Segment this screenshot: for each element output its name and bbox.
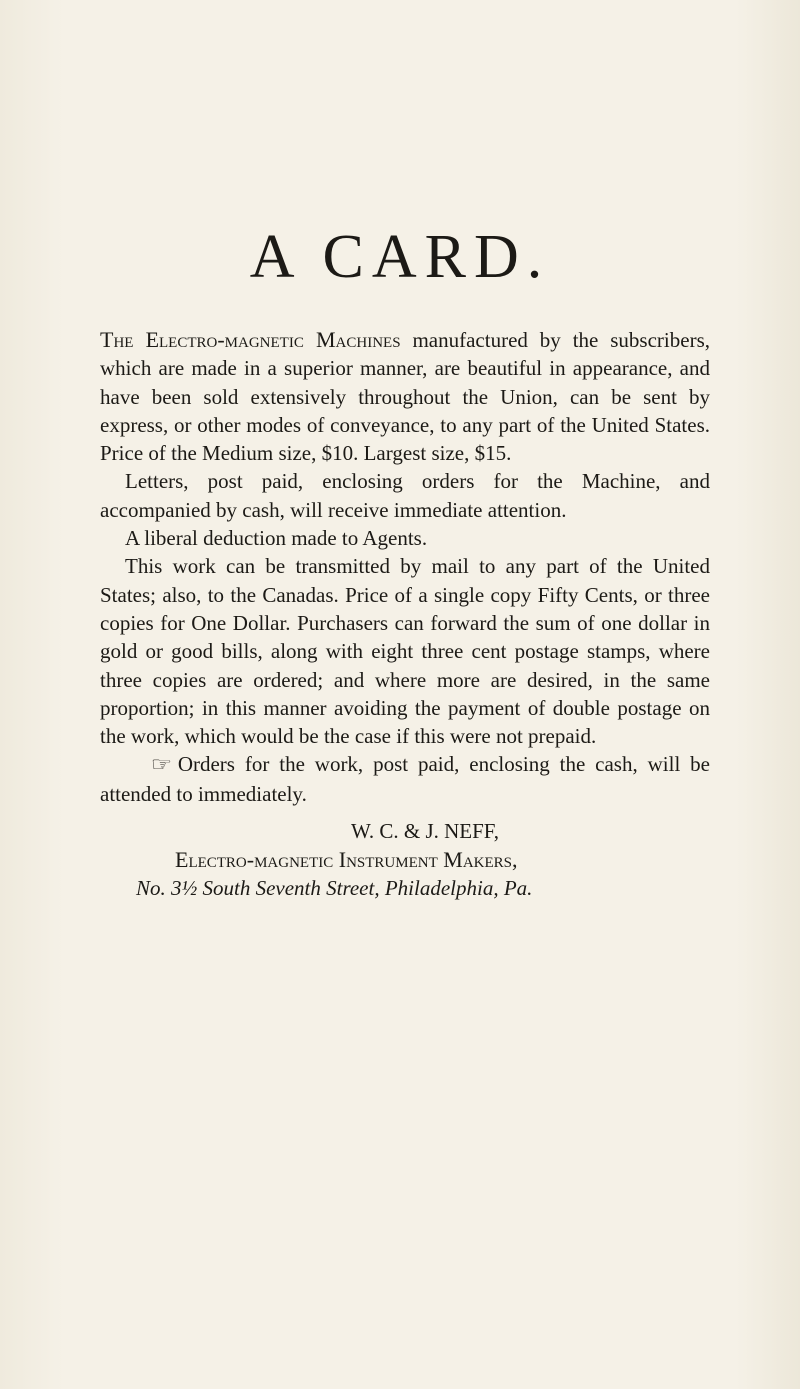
page-title: A CARD. [249,223,551,291]
signature-address: No. 3½ South Seventh Street, Philadelphia, Pa. [136,876,533,900]
paragraph-letters: Letters, post paid, enclosing orders for the Machine, and accompanied by cash, will receive immediate attention. [100,469,710,522]
paragraph-mail: This work can be transmitted by mail to any part of the United States; also, to the Canadas. Price of a single copy Fifty Cents, or three copies for One Dollar. Purchasers can forward the sum of one dollar in gold or good bills, along with eight three cent postage stamps, where three copies are ordered; and where more are desired, in the same proportion; in this manner avoiding the payment of double postage on the work, which would be the case if this were not prepaid. [100,554,710,749]
paragraph-machines [100,326,710,467]
signature-title: Electro-magnetic Instrument Makers, [175,846,518,872]
paragraph-orders [100,750,710,808]
machines-lead: The Electro-magnetic Machines [100,327,401,352]
signature-name: W. C. & J. NEFF, [350,819,500,843]
signature-block [100,817,710,903]
orders-text: Orders for the work, post paid, enclosing the cash, will be attended to immediately. [100,752,710,806]
pointing-hand-icon: ☞ [150,754,173,777]
card-body [100,326,710,808]
machines-text: manufactured by the subscribers, which are made in a superior manner, are beautiful in appearance, and have been sold extensively throughout the Union, can be sent by express, or other modes of conveyance, to any part of the United States. Price of the Medium size, $10. Largest size, $15. [100,328,710,466]
paragraph-agents: A liberal deduction made to Agents. [125,526,428,551]
